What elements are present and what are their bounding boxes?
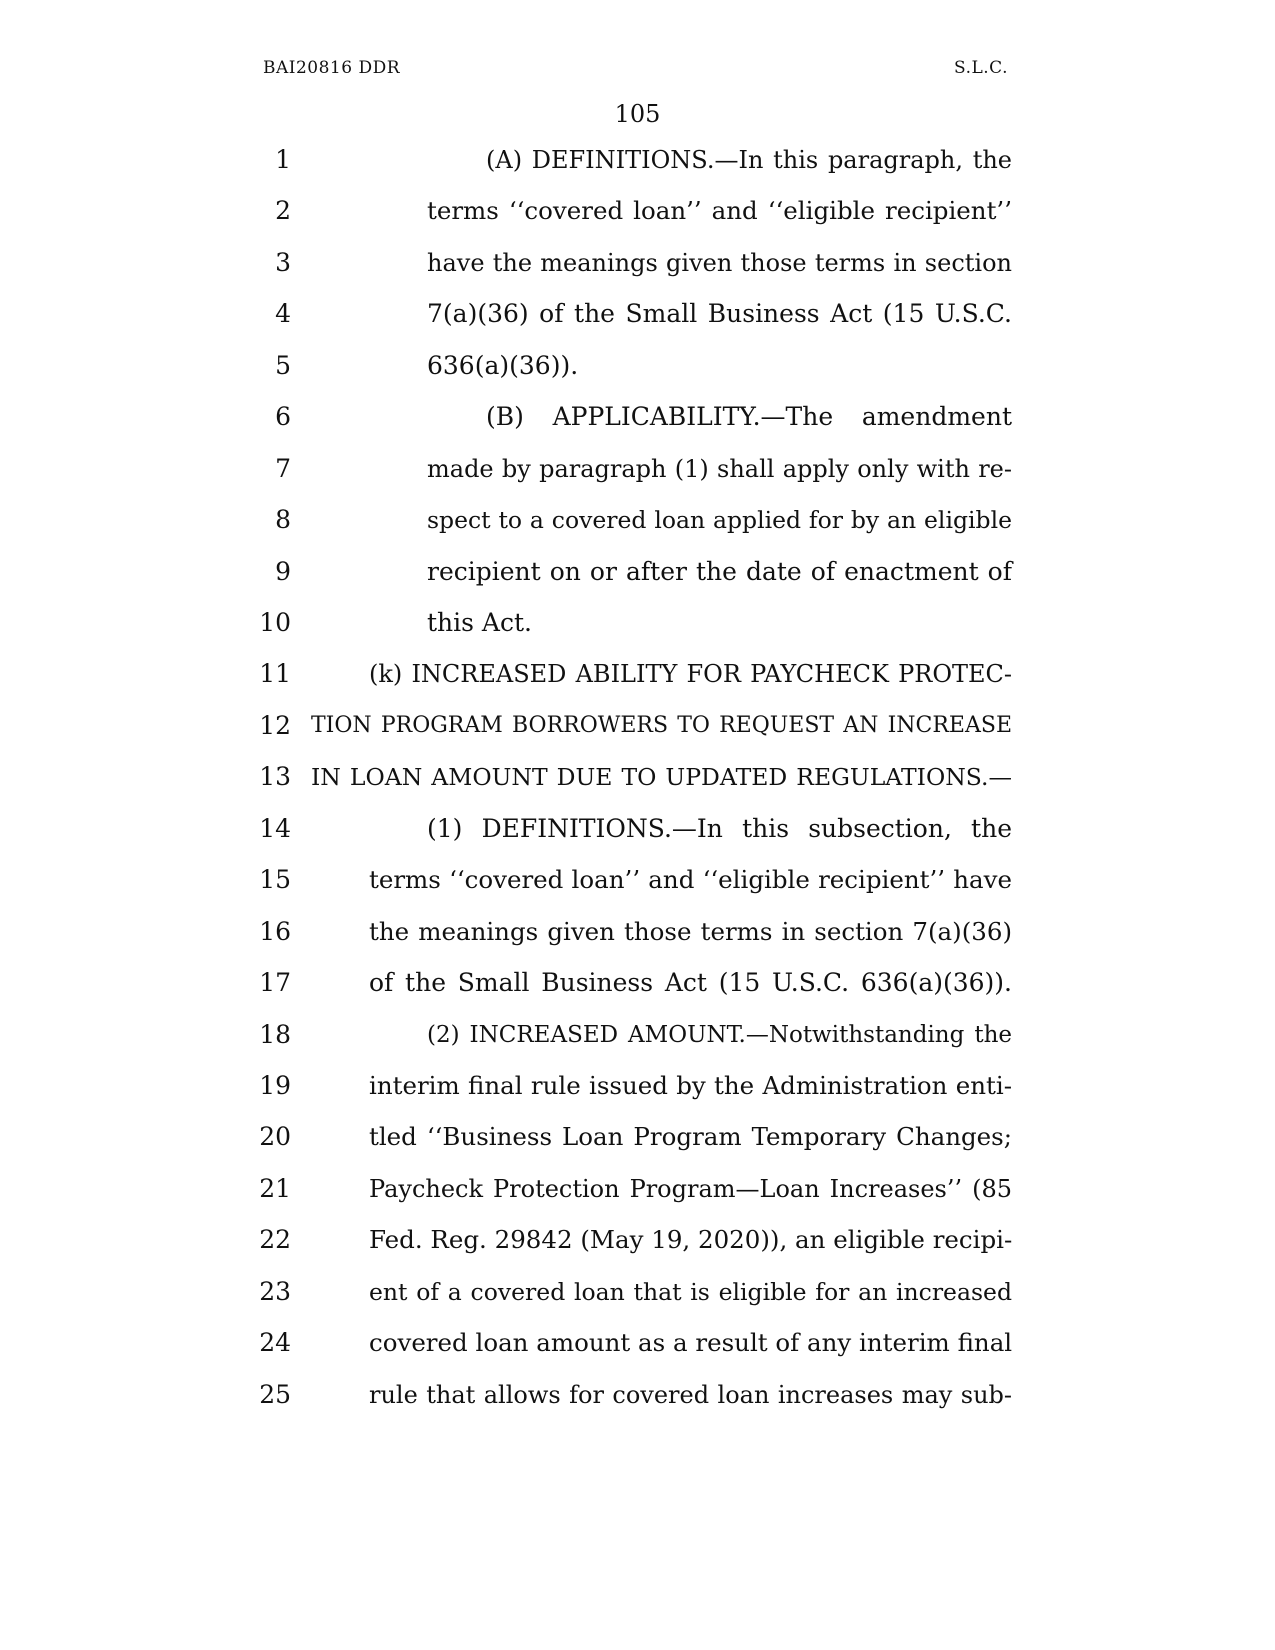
text-line	[0, 1066, 1275, 1106]
line-text: terms ‘‘covered loan’’ and ‘‘eligible recipient’’	[427, 196, 1012, 225]
line-number: 6	[275, 402, 291, 431]
text-line	[0, 140, 1275, 180]
line-number: 18	[259, 1020, 291, 1049]
line-number: 25	[259, 1380, 291, 1409]
document-id: BAI20816 DDR	[263, 58, 401, 78]
line-text: rule that allows for covered loan increases may sub-	[369, 1381, 1012, 1409]
text-line	[0, 860, 1275, 900]
line-number: 9	[275, 557, 291, 586]
line-text: TION PROGRAM BORROWERS TO REQUEST AN INCREASE	[311, 713, 1012, 738]
text-line	[0, 397, 1275, 437]
line-text: spect to a covered loan applied for by an eligible	[427, 506, 1012, 534]
text-line	[0, 603, 1275, 643]
line-text: this Act.	[427, 608, 532, 637]
line-number: 7	[275, 454, 291, 483]
line-number: 8	[275, 505, 291, 534]
line-text: interim final rule issued by the Administration enti-	[369, 1071, 1012, 1100]
line-text: (k) INCREASED ABILITY FOR PAYCHECK PROTEC-	[369, 660, 1012, 688]
text-line	[0, 1015, 1275, 1055]
text-line	[0, 449, 1275, 489]
line-number: 17	[259, 968, 291, 997]
line-number: 4	[275, 299, 291, 328]
line-number: 3	[275, 248, 291, 277]
line-number: 1	[275, 145, 291, 174]
line-text: have the meanings given those terms in section	[427, 249, 1012, 277]
line-number: 10	[259, 608, 291, 637]
line-number: 19	[259, 1071, 291, 1100]
text-line	[0, 1169, 1275, 1209]
text-line	[0, 346, 1275, 386]
line-text: (B) APPLICABILITY.—The amendment	[486, 402, 1012, 431]
line-text: 7(a)(36) of the Small Business Act (15 U.S.C.	[427, 299, 1012, 328]
text-line	[0, 654, 1275, 694]
line-number: 12	[259, 711, 291, 740]
line-text: (1) DEFINITIONS.—In this subsection, the	[427, 814, 1012, 843]
line-text: tled ‘‘Business Loan Program Temporary Changes;	[369, 1122, 1012, 1151]
text-line	[0, 1272, 1275, 1312]
line-number: 5	[275, 351, 291, 380]
text-line	[0, 294, 1275, 334]
text-line	[0, 1117, 1275, 1157]
line-text: covered loan amount as a result of any interim final	[369, 1328, 1013, 1357]
line-number: 20	[259, 1122, 291, 1151]
line-number: 14	[259, 814, 291, 843]
line-number: 23	[259, 1277, 291, 1306]
line-text: the meanings given those terms in section 7(a)(36)	[369, 917, 1012, 946]
text-line	[0, 757, 1275, 797]
text-line	[0, 963, 1275, 1003]
line-text: recipient on or after the date of enactment of	[427, 557, 1012, 586]
line-text: (A) DEFINITIONS.—In this paragraph, the	[486, 146, 1012, 174]
line-number: 2	[275, 196, 291, 225]
line-number: 11	[259, 659, 291, 688]
line-number: 15	[259, 865, 291, 894]
text-line	[0, 191, 1275, 231]
line-number: 13	[259, 762, 291, 791]
line-text: ent of a covered loan that is eligible for an increased	[369, 1278, 1012, 1306]
line-text: IN LOAN AMOUNT DUE TO UPDATED REGULATIONS.—	[311, 763, 1012, 791]
line-text: terms ‘‘covered loan’’ and ‘‘eligible recipient’’ have	[369, 865, 1012, 894]
text-line	[0, 1220, 1275, 1260]
line-number: 21	[259, 1174, 291, 1203]
page-number: 105	[614, 100, 661, 128]
text-line	[0, 1323, 1275, 1363]
line-text: of the Small Business Act (15 U.S.C. 636(a)(36)).	[369, 968, 1012, 997]
line-text: 636(a)(36)).	[427, 351, 579, 380]
text-line	[0, 1375, 1275, 1415]
line-text: made by paragraph (1) shall apply only with re-	[427, 455, 1012, 483]
line-number: 16	[259, 917, 291, 946]
slc-marker: S.L.C.	[954, 58, 1008, 78]
line-text: Fed. Reg. 29842 (May 19, 2020)), an eligible recipi-	[369, 1225, 1013, 1254]
text-line	[0, 243, 1275, 283]
line-text: Paycheck Protection Program—Loan Increases’’ (85	[369, 1175, 1012, 1203]
text-line	[0, 809, 1275, 849]
line-number: 24	[259, 1328, 291, 1357]
text-line	[0, 912, 1275, 952]
text-line	[0, 552, 1275, 592]
line-text: (2) INCREASED AMOUNT.—Notwithstanding the	[427, 1022, 1012, 1048]
line-number: 22	[259, 1225, 291, 1254]
text-line	[0, 500, 1275, 540]
text-line	[0, 706, 1275, 746]
